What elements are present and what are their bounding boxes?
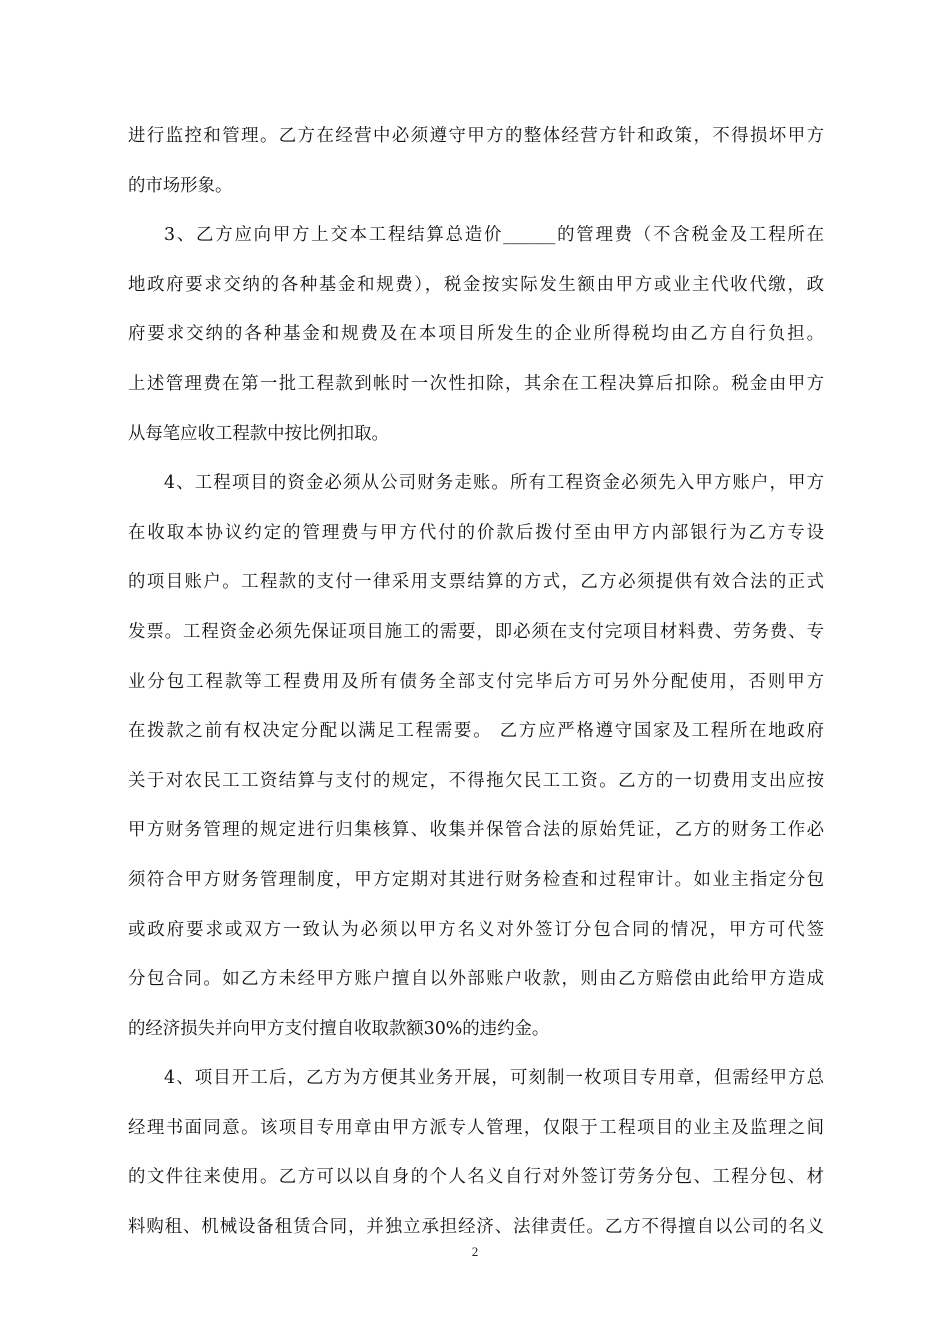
body-text bbox=[128, 112, 824, 1253]
text-line: 的文件往来使用。乙方可以以自身的个人名义自行对外签订劳务分包、工程分包、材 bbox=[128, 1167, 824, 1188]
text-line: 甲方财务管理的规定进行归集核算、收集并保管合法的原始凭证，乙方的财务工作必 bbox=[128, 820, 824, 841]
text-line: 须符合甲方财务管理制度，甲方定期对其进行财务检查和过程审计。如业主指定分包 bbox=[128, 869, 824, 890]
text-line: 分包合同。如乙方未经甲方账户擅自以外部账户收款，则由乙方赔偿由此给甲方造成 bbox=[128, 969, 824, 990]
text-line: 上述管理费在第一批工程款到帐时一次性扣除，其余在工程决算后扣除。税金由甲方 bbox=[128, 373, 824, 394]
text-line: 业分包工程款等工程费用及所有债务全部支付完毕后方可另外分配使用，否则甲方 bbox=[128, 671, 824, 692]
text-line: 进行监控和管理。乙方在经营中必须遵守甲方的整体经营方针和政策，不得损坏甲方 bbox=[128, 126, 824, 146]
text-line: 地政府要求交纳的各种基金和规费），税金按实际发生额由甲方或业主代收代缴，政 bbox=[128, 274, 824, 295]
page-number: 2 bbox=[471, 1244, 479, 1259]
text-line: 关于对农民工工资结算与支付的规定，不得拖欠民工工资。乙方的一切费用支出应按 bbox=[128, 770, 824, 791]
text-line: 经理书面同意。该项目专用章由甲方派专人管理，仅限于工程项目的业主及监理之间 bbox=[128, 1117, 824, 1138]
text-line: 4、工程项目的资金必须从公司财务走账。所有工程资金必须先入甲方账户，甲方 bbox=[164, 473, 824, 494]
text-line: 在拨款之前有权决定分配以满足工程需要。 乙方应严格遵守国家及工程所在地政府 bbox=[128, 721, 824, 742]
text-line: 或政府要求或双方一致认为必须以甲方名义对外签订分包合同的情况，甲方可代签 bbox=[128, 919, 824, 940]
text-line: 府要求交纳的各种基金和规费及在本项目所发生的企业所得税均由乙方自行负担。 bbox=[128, 324, 824, 345]
text-line: 的项目账户。工程款的支付一律采用支票结算的方式，乙方必须提供有效合法的正式 bbox=[128, 572, 824, 593]
text-line: 料购租、机械设备租赁合同，并独立承担经济、法律责任。乙方不得擅自以公司的名义 bbox=[128, 1217, 824, 1238]
text-line: 的经济损失并向甲方支付擅自收取款额30%的违约金。 bbox=[128, 1018, 550, 1039]
text-line: 的市场形象。 bbox=[128, 175, 233, 196]
text-line: 3、乙方应向甲方上交本工程结算总造价______的管理费（不含税金及工程所在 bbox=[164, 225, 824, 246]
text-line: 从每笔应收工程款中按比例扣取。 bbox=[128, 423, 389, 444]
text-line: 发票。工程资金必须先保证项目施工的需要，即必须在支付完项目材料费、劳务费、专 bbox=[128, 621, 824, 642]
text-line: 4、项目开工后，乙方为方便其业务开展，可刻制一枚项目专用章，但需经甲方总 bbox=[164, 1068, 824, 1089]
text-line: 在收取本协议约定的管理费与甲方代付的价款后拨付至由甲方内部银行为乙方专设 bbox=[128, 522, 824, 543]
